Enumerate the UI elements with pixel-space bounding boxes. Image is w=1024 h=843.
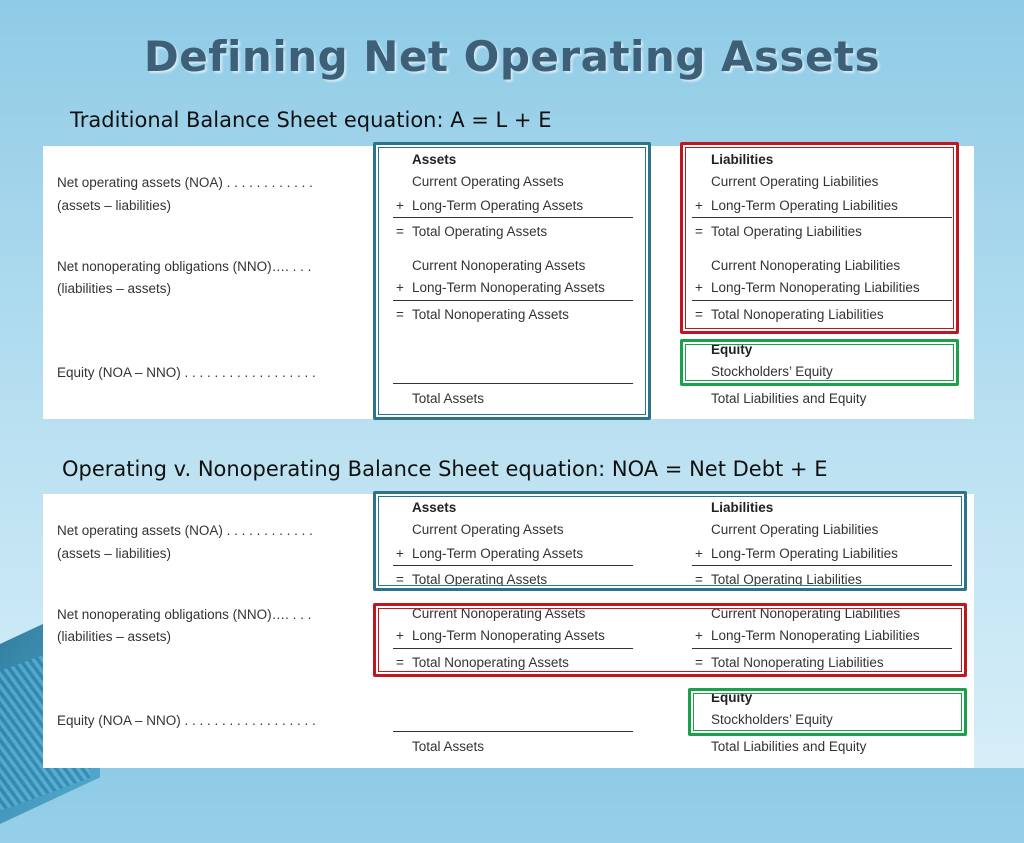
equals-sign: = bbox=[695, 307, 703, 322]
slide-title: Defining Net Operating Assets bbox=[143, 32, 881, 81]
equals-sign: = bbox=[396, 655, 404, 670]
nno-label: Net nonoperating obligations (NNO)…. . . . bbox=[57, 259, 312, 274]
long-term-nonoperating-assets: Long-Term Nonoperating Assets bbox=[412, 628, 605, 643]
current-operating-liabilities: Current Operating Liabilities bbox=[711, 174, 879, 189]
total-operating-assets: Total Operating Assets bbox=[412, 224, 548, 239]
stockholders-equity: Stockholders’ Equity bbox=[711, 712, 833, 727]
total-nonoperating-assets: Total Nonoperating Assets bbox=[412, 307, 569, 322]
plus-sign: + bbox=[695, 628, 703, 643]
current-operating-liabilities: Current Operating Liabilities bbox=[711, 522, 879, 537]
current-nonoperating-liabilities: Current Nonoperating Liabilities bbox=[711, 606, 901, 621]
current-nonoperating-assets: Current Nonoperating Assets bbox=[412, 606, 586, 621]
nno-sublabel: (liabilities – assets) bbox=[57, 281, 172, 296]
equals-sign: = bbox=[396, 307, 404, 322]
nno-sublabel: (liabilities – assets) bbox=[57, 629, 172, 644]
liabilities-header: Liabilities bbox=[711, 152, 774, 167]
total-operating-liabilities: Total Operating Liabilities bbox=[711, 572, 862, 587]
assets-header: Assets bbox=[412, 500, 457, 515]
equity-label: Equity (NOA – NNO) . . . . . . . . . . . . . . . . . . bbox=[57, 713, 316, 728]
equals-sign: = bbox=[396, 224, 404, 239]
plus-sign: + bbox=[695, 198, 703, 213]
current-operating-assets: Current Operating Assets bbox=[412, 522, 564, 537]
total-nonoperating-assets: Total Nonoperating Assets bbox=[412, 655, 569, 670]
rule bbox=[393, 731, 633, 732]
traditional-equation: Traditional Balance Sheet equation: A = L + E bbox=[70, 108, 552, 132]
long-term-nonoperating-liabilities: Long-Term Nonoperating Liabilities bbox=[711, 628, 920, 643]
equity-header: Equity bbox=[711, 342, 753, 357]
current-nonoperating-liabilities: Current Nonoperating Liabilities bbox=[711, 258, 901, 273]
plus-sign: + bbox=[396, 280, 404, 295]
equals-sign: = bbox=[695, 224, 703, 239]
plus-sign: + bbox=[396, 198, 404, 213]
assets-highlight-box bbox=[373, 142, 651, 420]
nno-label: Net nonoperating obligations (NNO)…. . . . bbox=[57, 607, 312, 622]
assets-header: Assets bbox=[412, 152, 457, 167]
total-operating-liabilities: Total Operating Liabilities bbox=[711, 224, 862, 239]
total-nonoperating-liabilities: Total Nonoperating Liabilities bbox=[711, 307, 884, 322]
plus-sign: + bbox=[396, 546, 404, 561]
plus-sign: + bbox=[396, 628, 404, 643]
long-term-operating-liabilities: Long-Term Operating Liabilities bbox=[711, 198, 898, 213]
plus-sign: + bbox=[695, 546, 703, 561]
noa-sublabel: (assets – liabilities) bbox=[57, 546, 172, 561]
total-operating-assets: Total Operating Assets bbox=[412, 572, 548, 587]
total-assets: Total Assets bbox=[412, 739, 485, 754]
long-term-operating-assets: Long-Term Operating Assets bbox=[412, 198, 584, 213]
equity-highlight-box bbox=[680, 339, 959, 386]
long-term-operating-liabilities: Long-Term Operating Liabilities bbox=[711, 546, 898, 561]
nonoperating-highlight-box bbox=[373, 603, 967, 677]
equals-sign: = bbox=[396, 572, 404, 587]
equity-highlight-box bbox=[688, 688, 967, 736]
noa-sublabel: (assets – liabilities) bbox=[57, 198, 172, 213]
noa-label: Net operating assets (NOA) . . . . . . . . . . . . bbox=[57, 523, 313, 538]
current-nonoperating-assets: Current Nonoperating Assets bbox=[412, 258, 586, 273]
equity-header: Equity bbox=[711, 690, 753, 705]
liabilities-header: Liabilities bbox=[711, 500, 774, 515]
total-nonoperating-liabilities: Total Nonoperating Liabilities bbox=[711, 655, 884, 670]
long-term-operating-assets: Long-Term Operating Assets bbox=[412, 546, 584, 561]
plus-sign: + bbox=[695, 280, 703, 295]
operating-equation: Operating v. Nonoperating Balance Sheet equation: NOA = Net Debt + E bbox=[62, 457, 828, 481]
long-term-nonoperating-assets: Long-Term Nonoperating Assets bbox=[412, 280, 605, 295]
equity-label: Equity (NOA – NNO) . . . . . . . . . . . . . . . . . . bbox=[57, 365, 316, 380]
noa-label: Net operating assets (NOA) . . . . . . . . . . . . bbox=[57, 175, 313, 190]
current-operating-assets: Current Operating Assets bbox=[412, 174, 564, 189]
long-term-nonoperating-liabilities: Long-Term Nonoperating Liabilities bbox=[711, 280, 920, 295]
stockholders-equity: Stockholders’ Equity bbox=[711, 364, 833, 379]
total-liabilities-and-equity: Total Liabilities and Equity bbox=[711, 391, 867, 406]
liabilities-highlight-box bbox=[680, 142, 959, 334]
operating-highlight-box bbox=[373, 491, 967, 591]
total-liabilities-and-equity: Total Liabilities and Equity bbox=[711, 739, 867, 754]
total-assets: Total Assets bbox=[412, 391, 485, 406]
equals-sign: = bbox=[695, 572, 703, 587]
equals-sign: = bbox=[695, 655, 703, 670]
